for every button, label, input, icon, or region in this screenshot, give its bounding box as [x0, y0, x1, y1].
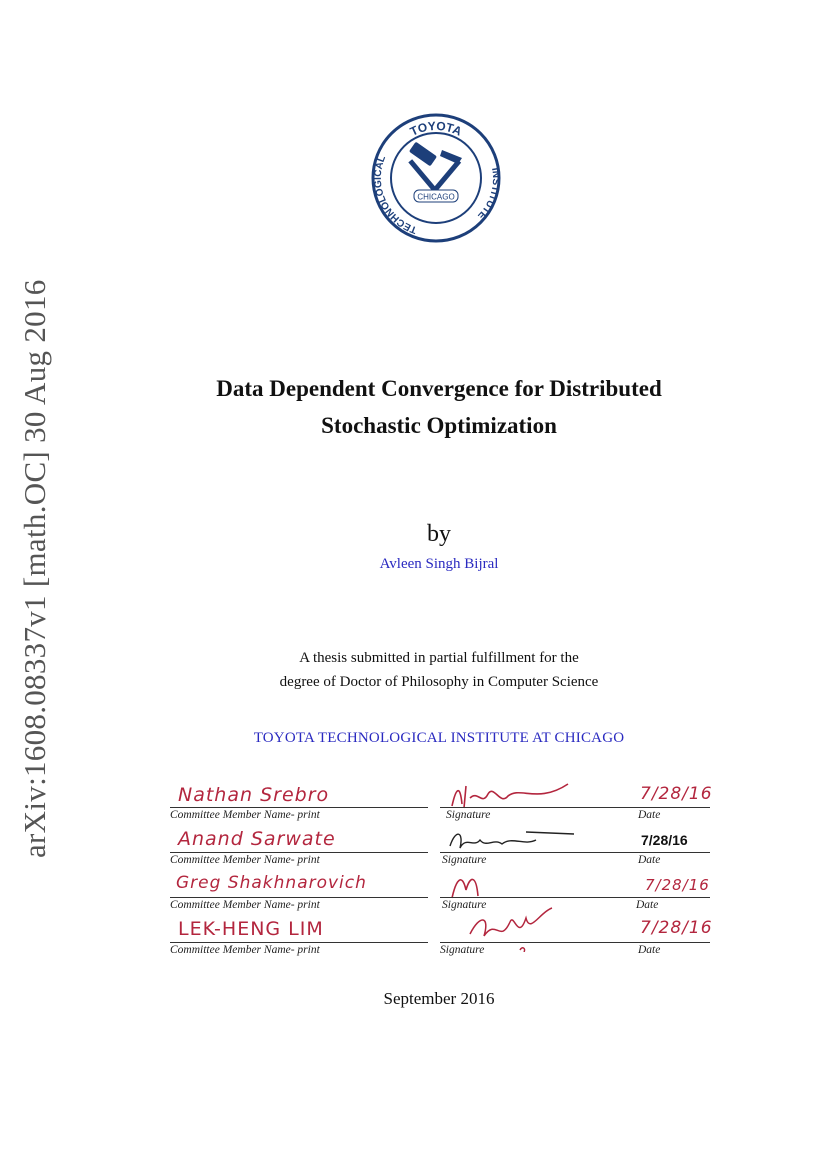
- handwritten-name: Anand Sarwate: [178, 828, 336, 850]
- signature-label: Signature: [446, 809, 491, 821]
- thesis-statement-line-1: A thesis submitted in partial fulfillment for the: [299, 650, 579, 666]
- name-line: [170, 942, 428, 943]
- signature-line: [440, 852, 710, 853]
- date-label: Date: [636, 899, 659, 911]
- date-label: Date: [638, 944, 661, 956]
- signature-label: Signature: [442, 854, 487, 866]
- signature-line: [440, 897, 710, 898]
- handwritten-date: 7/28/16: [640, 784, 713, 804]
- handwritten-name: Nathan Srebro: [178, 784, 330, 806]
- handwritten-name: Greg Shakhnarovich: [176, 873, 367, 893]
- author-name[interactable]: Avleen Singh Bijral: [379, 556, 499, 572]
- arxiv-stamp: arXiv:1608.08337v1 [math.OC] 30 Aug 2016: [17, 279, 52, 858]
- logo-top-text: TOYOTA: [407, 118, 464, 139]
- svg-text:TOYOTA: [408, 119, 464, 139]
- title-line-1: Data Dependent Convergence for Distributed: [216, 376, 662, 401]
- date-label: Date: [638, 809, 661, 821]
- signature-image: [448, 780, 578, 810]
- signature-line: [440, 942, 710, 943]
- thesis-statement-line-2: degree of Doctor of Philosophy in Computer Science: [279, 674, 599, 690]
- name-line: [170, 807, 428, 808]
- date-label: Date: [638, 854, 661, 866]
- name-label: Committee Member Name- print: [170, 899, 320, 911]
- tti-logo: [370, 112, 502, 244]
- hammer-icon: [408, 142, 462, 197]
- name-label: Committee Member Name- print: [170, 854, 320, 866]
- name-line: [170, 852, 428, 853]
- signature-line: [440, 807, 710, 808]
- by-label: by: [427, 521, 451, 547]
- logo-center-text: CHICAGO: [417, 192, 455, 202]
- signature-image: [446, 826, 576, 854]
- name-label: Committee Member Name- print: [170, 944, 320, 956]
- signature-label: Signature: [440, 944, 485, 956]
- handwritten-date: 7/28/16: [645, 876, 710, 894]
- printed-date: 7/28/16: [641, 832, 688, 848]
- logo-left-text: TECHNOLOGICAL: [372, 154, 419, 236]
- institution-name[interactable]: TOYOTA TECHNOLOGICAL INSTITUTE AT CHICAGO: [253, 730, 625, 746]
- submission-date: September 2016: [383, 989, 495, 1008]
- signature-image: [446, 870, 506, 900]
- logo-right-text: INSTITUTE: [475, 166, 502, 222]
- signature-label: Signature: [442, 899, 487, 911]
- title-line-2: Stochastic Optimization: [321, 413, 557, 438]
- handwritten-date: 7/28/16: [640, 918, 713, 938]
- name-line: [170, 897, 428, 898]
- name-label: Committee Member Name- print: [170, 809, 320, 821]
- handwritten-name: LEK-HENG LIM: [178, 918, 324, 940]
- svg-text:TECHNOLOGICAL: [373, 154, 419, 235]
